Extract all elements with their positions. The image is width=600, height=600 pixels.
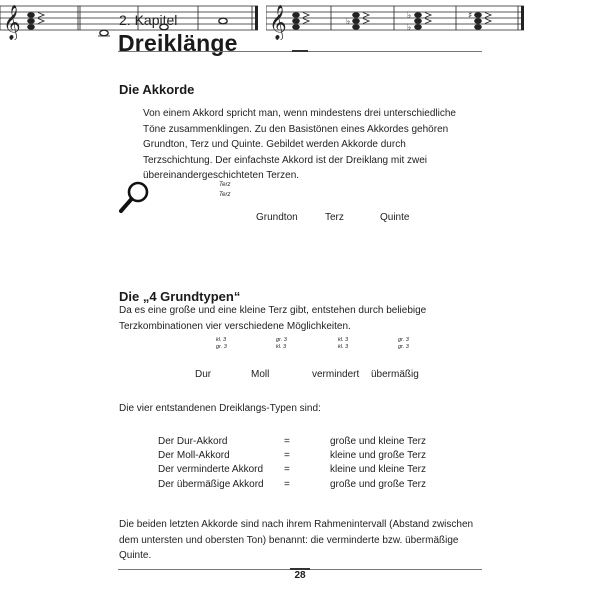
interval-annotation: gr. 3: [398, 344, 409, 350]
type-desc: große und große Terz: [330, 478, 426, 490]
note-label-terz: Terz: [325, 212, 344, 223]
interval-annotation: gr. 3: [398, 337, 409, 343]
type-name: Der verminderte Akkord: [158, 464, 264, 476]
section-grundtypen-text: Da es eine große und eine kleine Terz gibt, entstehen durch beliebige Terzkombinationen vier verschiedene Möglichkeiten.: [119, 305, 427, 332]
music-staff-grundtypen: [266, 2, 528, 40]
section-heading-akkorde: Die Akkorde: [119, 82, 195, 97]
equals-sign: =: [284, 464, 290, 476]
types-table: [158, 434, 430, 491]
type-name: Der übermäßige Akkord: [158, 478, 264, 490]
interval-annotation: kl. 3: [216, 337, 227, 343]
table-row: [158, 448, 430, 462]
interval-annotation: kl. 3: [338, 344, 349, 350]
type-desc: kleine und große Terz: [330, 449, 426, 461]
types-intro: Die vier entstandenen Dreiklangs-Typen sind:: [119, 403, 321, 414]
equals-sign: =: [284, 478, 290, 490]
type-name: Der Dur-Akkord: [158, 435, 228, 447]
interval-label-lower: Terz: [219, 192, 231, 198]
section-heading-grundtypen: Die „4 Grundtypen“: [119, 289, 241, 304]
svg-text:♯: ♯: [468, 11, 473, 21]
type-desc: kleine und kleine Terz: [330, 464, 426, 476]
interval-annotation: kl. 3: [276, 344, 287, 350]
header-rule-accent: [292, 50, 308, 52]
treble-clef-icon: 𝄞: [269, 5, 288, 40]
table-row: [158, 477, 430, 491]
type-desc: große und kleine Terz: [330, 435, 426, 447]
section-akkorde-text: Von einem Akkord spricht man, wenn mindestens drei unterschiedliche Töne zusammenklingen. Zu den Basistönen eines Akkordes gehören Grundton, Terz und Quinte. Gebildet werden Akkorde durch Terzschichtung. Der einfachste Akkord ist der Dreiklang mit zwei übereinandergeschichteten Terzen.: [143, 108, 456, 181]
equals-sign: =: [284, 435, 290, 447]
interval-annotation: gr. 3: [276, 337, 287, 343]
page-title: Dreiklänge: [118, 30, 238, 56]
interval-annotation: kl. 3: [338, 337, 349, 343]
chapter-label: 2. Kapitel: [119, 12, 178, 28]
type-name: Der Moll-Akkord: [158, 449, 230, 461]
page-number: 28: [294, 570, 306, 581]
chord-label-moll: Moll: [251, 369, 270, 380]
magnifier-icon: [118, 180, 150, 214]
svg-text:♭: ♭: [346, 17, 351, 27]
note-label-grundton: Grundton: [256, 212, 298, 223]
table-row: [158, 434, 430, 448]
svg-text:♭: ♭: [407, 23, 412, 33]
svg-text:♭: ♭: [407, 11, 412, 21]
table-row: [158, 463, 430, 477]
treble-clef-icon: 𝄞: [3, 5, 21, 40]
interval-annotation: gr. 3: [216, 344, 227, 350]
interval-label-upper: Terz: [219, 182, 231, 188]
closing-text: Die beiden letzten Akkorde sind nach ihrem Rahmenintervall (Abstand zwischen dem untersten und obersten Ton) benannt: die verminderte bzw. übermäßige Quinte.: [119, 519, 474, 561]
chord-label-uebermaessig: übermäßig: [371, 369, 419, 380]
note-label-quinte: Quinte: [380, 212, 410, 223]
equals-sign: =: [284, 449, 290, 461]
chord-label-dur: Dur: [195, 369, 212, 380]
chord-label-vermindert: vermindert: [312, 369, 360, 380]
